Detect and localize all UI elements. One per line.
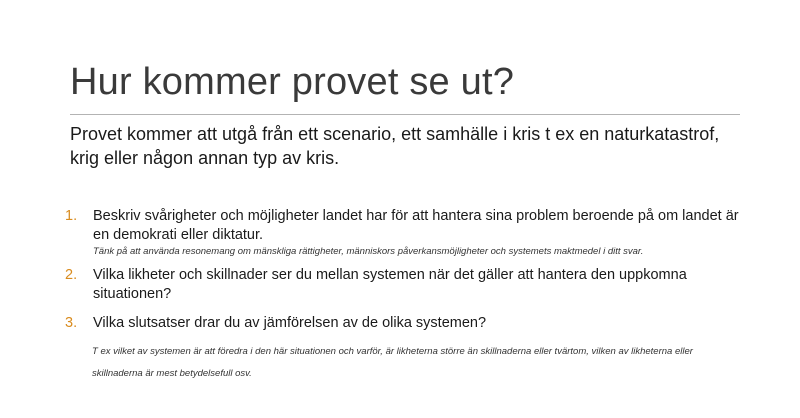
slide-subtitle: Provet kommer att utgå från ett scenario, ett samhälle i kris t ex en naturkatastrof, krig eller någon annan typ av kris.	[70, 124, 720, 168]
slide-title: Hur kommer provet se ut?	[70, 61, 515, 103]
list-text-1: Beskriv svårigheter och möjligheter landet har för att hantera sina problem beroende på om landet är en demokrati eller diktatur.	[93, 208, 739, 243]
list-number-1: 1.	[65, 208, 78, 224]
list-note-1: Tänk på att använda resonemang om mänskliga rättigheter, människors påverkansmöjligheter och systemets maktmedel i ditt svar.	[93, 246, 644, 257]
list-item-3	[65, 314, 745, 333]
title-divider	[70, 114, 740, 115]
list-number-3: 3.	[65, 315, 78, 331]
list-text-2: Vilka likheter och skillnader ser du mellan systemen när det gäller att hantera den uppkomna situationen?	[93, 267, 687, 302]
list-number-2: 2.	[65, 267, 78, 283]
list-item-1	[65, 207, 745, 259]
list-item-2	[65, 266, 745, 304]
list-text-3: Vilka slutsatser drar du av jämförelsen av de olika systemen?	[93, 315, 487, 331]
list-note-3: T ex vilket av systemen är att föredra i den här situationen och varför, är likheterna större än skillnaderna eller tvärtom, vilken av likheterna eller skillnaderna är mest betydelsefull osv.	[92, 346, 693, 379]
